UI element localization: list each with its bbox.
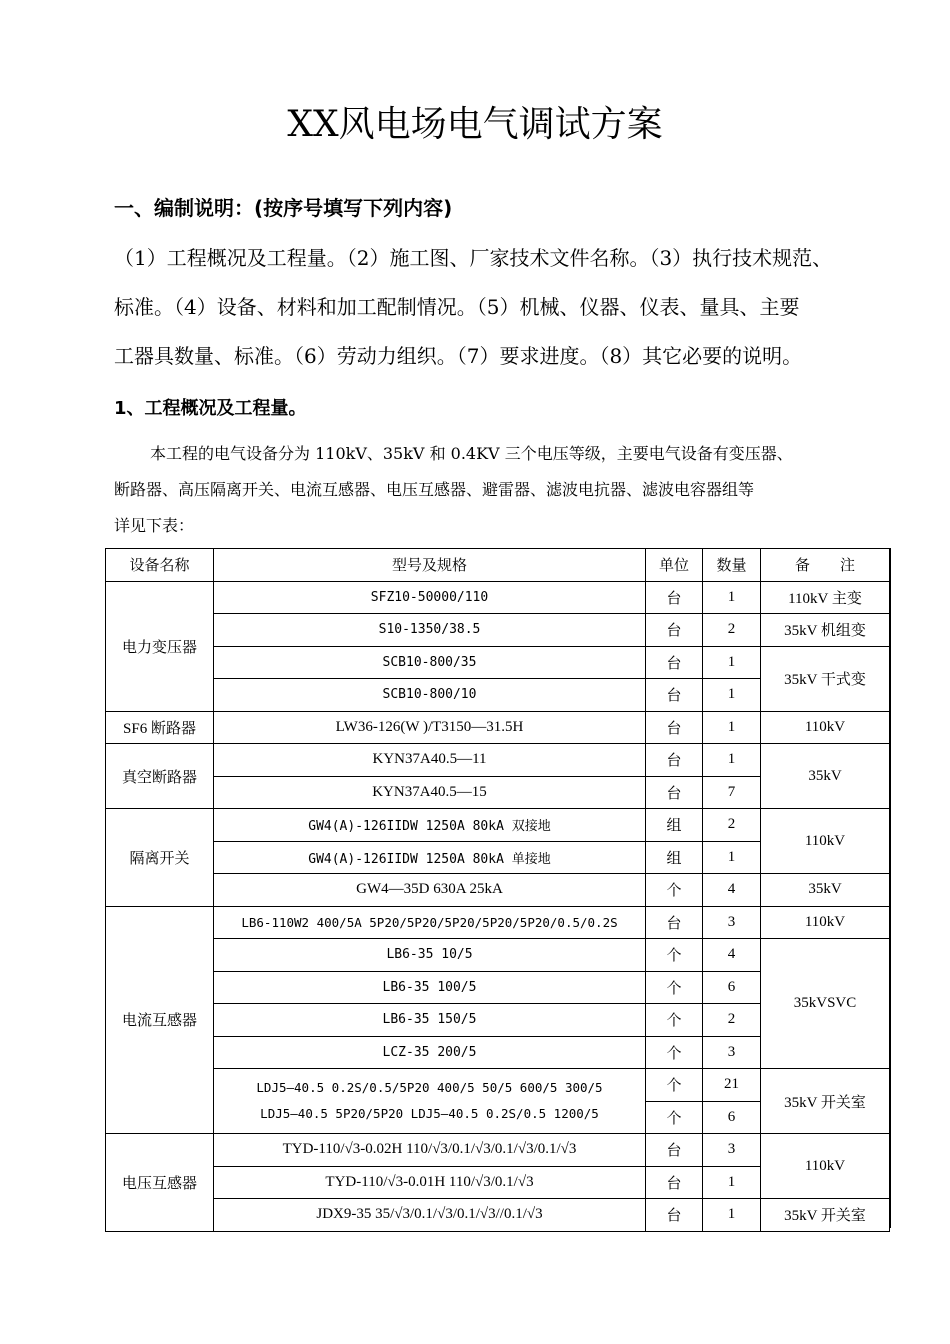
table-header-row bbox=[106, 549, 890, 582]
unit-cell: 组 bbox=[646, 841, 703, 874]
unit-cell: 个 bbox=[646, 874, 703, 907]
subsection-body bbox=[114, 436, 884, 544]
model-cell: TYD-110/√3-0.02H 110/√3/0.1/√3/0.1/√3/0.1/√3 bbox=[214, 1134, 646, 1167]
header-cell: 备 注 bbox=[761, 549, 890, 582]
qty-cell: 7 bbox=[703, 776, 761, 809]
unit-cell: 个 bbox=[646, 971, 703, 1004]
unit-cell: 个 bbox=[646, 939, 703, 972]
table-row bbox=[106, 646, 890, 679]
group-cell: 电力变压器 bbox=[106, 581, 214, 711]
group-cell: 电流互感器 bbox=[106, 906, 214, 1134]
unit-cell: 组 bbox=[646, 809, 703, 842]
table-row bbox=[106, 809, 890, 842]
table-row bbox=[106, 581, 890, 614]
note-cell: 35kV bbox=[761, 744, 890, 809]
section-heading: 一、编制说明：(按序号填写下列内容) bbox=[114, 196, 453, 220]
qty-cell: 1 bbox=[703, 581, 761, 614]
table-row bbox=[106, 906, 890, 939]
unit-cell: 台 bbox=[646, 614, 703, 647]
table-row bbox=[106, 711, 890, 744]
header-cell: 型号及规格 bbox=[214, 549, 646, 582]
model-cell: KYN37A40.5—11 bbox=[214, 744, 646, 777]
table-row bbox=[106, 1069, 890, 1102]
model-line: LDJ5—40.5 0.2S/0.5/5P20 400/5 50/5 600/5 300/5 bbox=[256, 1080, 603, 1095]
model-cell: GW4(A)-126IIDW 1250A 80kA 双接地 bbox=[214, 809, 646, 842]
model-cell: KYN37A40.5—15 bbox=[214, 776, 646, 809]
qty-cell: 1 bbox=[703, 1199, 761, 1232]
model-cell: LW36-126(W )/T3150—31.5H bbox=[214, 711, 646, 744]
unit-cell: 台 bbox=[646, 906, 703, 939]
section-intro bbox=[114, 234, 890, 381]
model-cell: GW4—35D 630A 25kA bbox=[214, 874, 646, 907]
qty-cell: 6 bbox=[703, 971, 761, 1004]
body-line: 断路器、高压隔离开关、电流互感器、电压互感器、避雷器、滤波电抗器、滤波电容器组等 bbox=[114, 480, 755, 499]
header-cell: 单位 bbox=[646, 549, 703, 582]
group-cell: 隔离开关 bbox=[106, 809, 214, 907]
qty-cell: 1 bbox=[703, 646, 761, 679]
unit-cell: 个 bbox=[646, 1004, 703, 1037]
qty-cell: 1 bbox=[703, 711, 761, 744]
model-cell bbox=[214, 1069, 646, 1134]
note-cell: 35kV 机组变 bbox=[761, 614, 890, 647]
body-line: 详见下表： bbox=[114, 516, 195, 535]
qty-cell: 1 bbox=[703, 744, 761, 777]
model-cell: LB6-35 100/5 bbox=[214, 971, 646, 1004]
model-cell: LB6-35 150/5 bbox=[214, 1004, 646, 1037]
note-cell: 110kV bbox=[761, 711, 890, 744]
intro-line: （1）工程概况及工程量。（2）施工图、厂家技术文件名称。（3）执行技术规范、 bbox=[114, 246, 833, 270]
model-cell: LCZ-35 200/5 bbox=[214, 1036, 646, 1069]
note-cell: 110kV bbox=[761, 1134, 890, 1199]
model-cell: SFZ10-50000/110 bbox=[214, 581, 646, 614]
qty-cell: 2 bbox=[703, 614, 761, 647]
qty-cell: 21 bbox=[703, 1069, 761, 1102]
unit-cell: 台 bbox=[646, 776, 703, 809]
model-cell: LB6-110W2 400/5A 5P20/5P20/5P20/5P20/5P20/0.5/0.2S bbox=[214, 906, 646, 939]
qty-cell: 1 bbox=[703, 1166, 761, 1199]
note-cell: 35kV 开关室 bbox=[761, 1199, 890, 1232]
header-cell: 数量 bbox=[703, 549, 761, 582]
note-cell: 110kV bbox=[761, 809, 890, 874]
qty-cell: 1 bbox=[703, 679, 761, 712]
group-cell: 电压互感器 bbox=[106, 1134, 214, 1232]
unit-cell: 个 bbox=[646, 1101, 703, 1134]
qty-cell: 6 bbox=[703, 1101, 761, 1134]
unit-cell: 台 bbox=[646, 581, 703, 614]
note-cell: 35kV 开关室 bbox=[761, 1069, 890, 1134]
table-right-border bbox=[889, 548, 891, 1228]
unit-cell: 台 bbox=[646, 1134, 703, 1167]
document-title: XX风电场电气调试方案 bbox=[287, 104, 663, 145]
unit-cell: 台 bbox=[646, 646, 703, 679]
qty-cell: 2 bbox=[703, 1004, 761, 1037]
note-cell: 110kV 主变 bbox=[761, 581, 890, 614]
header-cell: 设备名称 bbox=[106, 549, 214, 582]
qty-cell: 4 bbox=[703, 874, 761, 907]
model-cell: S10-1350/38.5 bbox=[214, 614, 646, 647]
unit-cell: 台 bbox=[646, 679, 703, 712]
body-line: 本工程的电气设备分为 110kV、35kV 和 0.4KV 三个电压等级，主要电气设备有变压器、 bbox=[150, 444, 793, 463]
model-line: LDJ5—40.5 5P20/5P20 LDJ5—40.5 0.2S/0.5 1200/5 bbox=[260, 1106, 599, 1121]
table-row bbox=[106, 874, 890, 907]
unit-cell: 台 bbox=[646, 711, 703, 744]
table-row bbox=[106, 1134, 890, 1167]
intro-line: 标准。（4）设备、材料和加工配制情况。（5）机械、仪器、仪表、量具、主要 bbox=[114, 295, 800, 319]
qty-cell: 4 bbox=[703, 939, 761, 972]
unit-cell: 个 bbox=[646, 1036, 703, 1069]
qty-cell: 2 bbox=[703, 809, 761, 842]
note-cell: 35kV 干式变 bbox=[761, 646, 890, 711]
qty-cell: 1 bbox=[703, 841, 761, 874]
unit-cell: 台 bbox=[646, 744, 703, 777]
model-cell: JDX9-35 35/√3/0.1/√3/0.1/√3//0.1/√3 bbox=[214, 1199, 646, 1232]
model-cell: SCB10-800/10 bbox=[214, 679, 646, 712]
table-row bbox=[106, 1199, 890, 1232]
group-cell: SF6 断路器 bbox=[106, 711, 214, 744]
qty-cell: 3 bbox=[703, 1134, 761, 1167]
note-cell: 35kV bbox=[761, 874, 890, 907]
table-row bbox=[106, 744, 890, 777]
note-cell: 110kV bbox=[761, 906, 890, 939]
table-row bbox=[106, 614, 890, 647]
unit-cell: 台 bbox=[646, 1166, 703, 1199]
subsection-heading: 1、工程概况及工程量。 bbox=[114, 398, 307, 419]
equipment-table bbox=[105, 548, 890, 1232]
note-cell: 35kVSVC bbox=[761, 939, 890, 1069]
unit-cell: 台 bbox=[646, 1199, 703, 1232]
intro-line: 工器具数量、标准。（6）劳动力组织。（7）要求进度。（8）其它必要的说明。 bbox=[114, 344, 803, 368]
table-row bbox=[106, 939, 890, 972]
qty-cell: 3 bbox=[703, 906, 761, 939]
model-cell: LB6-35 10/5 bbox=[214, 939, 646, 972]
model-cell: TYD-110/√3-0.01H 110/√3/0.1/√3 bbox=[214, 1166, 646, 1199]
group-cell: 真空断路器 bbox=[106, 744, 214, 809]
model-cell: GW4(A)-126IIDW 1250A 80kA 单接地 bbox=[214, 841, 646, 874]
unit-cell: 个 bbox=[646, 1069, 703, 1102]
model-cell: SCB10-800/35 bbox=[214, 646, 646, 679]
qty-cell: 3 bbox=[703, 1036, 761, 1069]
